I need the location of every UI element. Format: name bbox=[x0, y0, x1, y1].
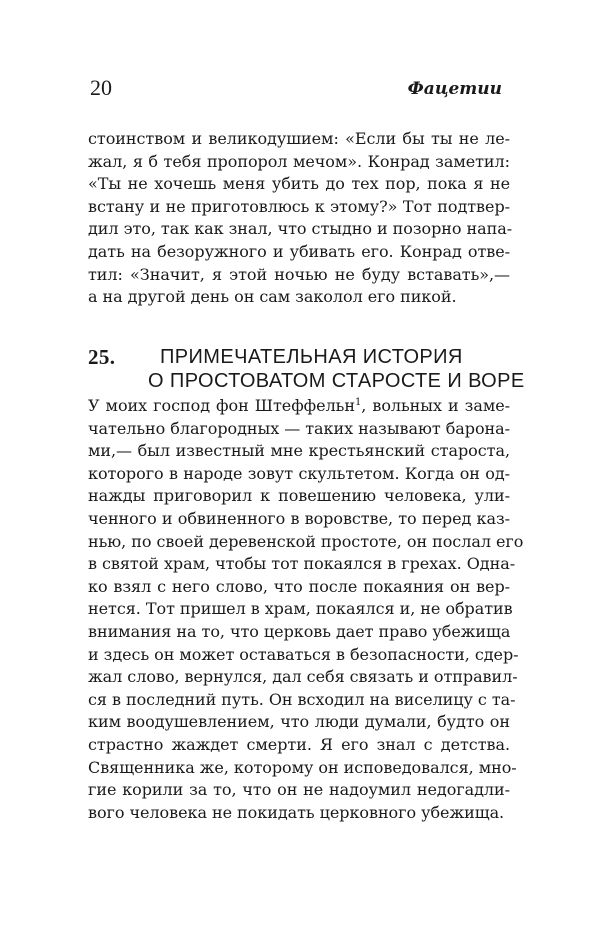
section-title-line-2: О ПРОСТОВАТОМ СТАРОСТЕ И ВОРЕ bbox=[148, 370, 525, 392]
text-line: ким воодушевлением, что люди думали, будто он bbox=[88, 712, 510, 732]
text-line: ми,— был известный мне крестьянский староста, bbox=[88, 441, 510, 461]
footnote-marker[interactable]: 1 bbox=[354, 397, 362, 408]
text-line: нью, по своей деревенской простоте, он послал его bbox=[88, 531, 524, 551]
text-line: встану и не приготовлюсь к этому?» Тот подтвер- bbox=[88, 196, 510, 216]
text-line: гие корили за то, что он не надоумил недогадли- bbox=[88, 780, 510, 800]
text-line: страстно жаждет смерти. Я его знал с детства. bbox=[88, 734, 510, 754]
page-header bbox=[90, 74, 510, 104]
paragraph-story bbox=[88, 395, 524, 824]
text-fragment: У моих господ фон Штеффельн bbox=[88, 396, 355, 415]
paragraph-continued bbox=[88, 128, 513, 309]
text-line: которого в народе зовут скультетом. Когда он од- bbox=[88, 463, 510, 483]
text-line: и здесь он может оставаться в безопасности, сдер- bbox=[88, 644, 519, 664]
text-line: ченного и обвиненного в воровстве, то перед каз- bbox=[88, 508, 510, 528]
text-line: нажды приговорил к повешению человека, ули- bbox=[88, 486, 510, 506]
text-line: жал, я б тебя пропорол мечом». Конрад заметил: bbox=[88, 151, 510, 171]
text-line: а на другой день он сам заколол его пикой. bbox=[88, 287, 457, 307]
running-head: Фацетии bbox=[407, 79, 502, 99]
text-line: «Ты не хочешь меня убить до тех пор, пока я не bbox=[88, 174, 510, 194]
text-line: внимания на то, что церковь дает право убежища bbox=[88, 621, 511, 641]
text-line: ко взял с него слово, что после покаяния он вер- bbox=[88, 576, 510, 596]
text-line: нется. Тот пришел в храм, покаялся и, не обратив bbox=[88, 599, 513, 619]
text-line: Священника же, которому он исповедовался, мно- bbox=[88, 757, 517, 777]
text-line: дил это, так как знал, что стыдно и позорно напа- bbox=[88, 219, 513, 239]
page-number: 20 bbox=[90, 75, 112, 100]
text-line: чательно благородных — таких называют барона- bbox=[88, 418, 511, 438]
section-number: 25. bbox=[88, 345, 116, 369]
text-line: жал слово, вернулся, дал себя связать и отправил- bbox=[88, 667, 518, 687]
text-line: дать на безоружного и убивать его. Конрад отве- bbox=[88, 241, 510, 261]
text-line: тил: «Значит, я этой ночью не буду вставать»,— bbox=[88, 264, 510, 284]
section-title-line-1: ПРИМЕЧАТЕЛЬНАЯ ИСТОРИЯ bbox=[160, 346, 463, 368]
text-line: вого человека не покидать церковного убежища. bbox=[88, 802, 505, 822]
text-line: стоинством и великодушием: «Если бы ты не ле- bbox=[88, 129, 510, 148]
text-line: ся в последний путь. Он всходил на виселицу с та- bbox=[88, 689, 516, 709]
text-line: в святой храм, чтобы тот покаялся в грехах. Одна- bbox=[88, 554, 516, 574]
text-line-first bbox=[88, 395, 510, 418]
text-fragment: , вольных и заме- bbox=[361, 396, 511, 415]
